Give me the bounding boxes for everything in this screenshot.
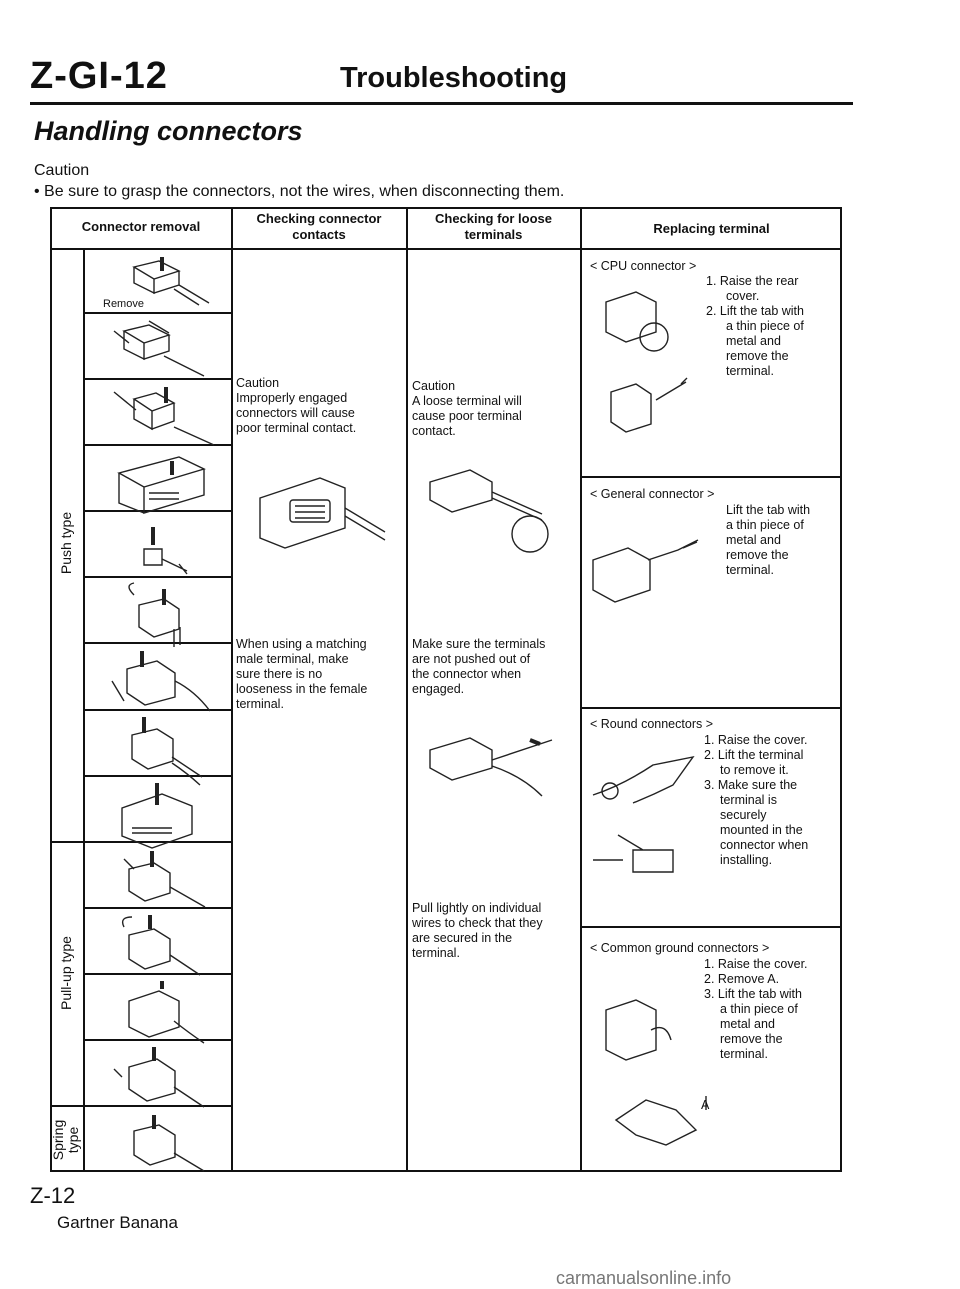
text-line: Make sure the terminals xyxy=(412,637,546,651)
removal-illus-10 xyxy=(124,851,205,907)
round-title: < Round connectors > xyxy=(590,717,713,731)
col-divider-1 xyxy=(231,207,233,1172)
removal-illus-5 xyxy=(144,527,187,574)
text-line: terminal. xyxy=(726,364,774,378)
removal-illus-9 xyxy=(122,783,192,848)
text-line: remove the xyxy=(720,1032,783,1046)
header-checking-loose xyxy=(407,211,580,243)
cpu-general-divider xyxy=(580,476,842,478)
text-line: the connector when xyxy=(412,667,522,681)
text-line: Lift the tab with xyxy=(726,503,811,517)
round-steps xyxy=(704,733,808,868)
text-line: metal and xyxy=(726,533,781,547)
header-line: contacts xyxy=(292,227,346,242)
text-line: contact. xyxy=(412,424,456,438)
header-rule xyxy=(30,102,853,105)
text-line: 3. Lift the tab with xyxy=(704,987,802,1001)
removal-illus-7 xyxy=(112,651,210,711)
removal-illus-2 xyxy=(114,321,204,376)
text-line: 2. Lift the tab with xyxy=(706,304,804,318)
removal-illus-6 xyxy=(129,583,180,647)
watermark: carmanualsonline.info xyxy=(556,1268,732,1288)
loose-wire-illustration xyxy=(420,730,570,810)
page-header: Troubleshooting xyxy=(340,62,568,94)
remove-label: Remove xyxy=(103,298,144,310)
row-label-spring xyxy=(51,1112,81,1168)
loose-caution xyxy=(412,379,522,439)
row-label-push: Push type xyxy=(58,511,74,575)
text-line: terminal. xyxy=(412,946,460,960)
row-label-line: type xyxy=(65,1126,81,1154)
section-title: Handling connectors xyxy=(34,116,303,146)
source-label: Gartner Banana xyxy=(57,1213,178,1232)
text-line: 1. Raise the cover. xyxy=(704,957,808,971)
text-line: Pull lightly on individual xyxy=(412,901,542,915)
text-line: connectors will cause xyxy=(236,406,355,420)
loose-note-1 xyxy=(412,637,545,697)
col-divider-3 xyxy=(580,207,582,1172)
text-line: sure there is no xyxy=(236,667,323,681)
removal-illus-12 xyxy=(129,981,204,1043)
caution-label: Caution xyxy=(34,162,90,179)
text-line: poor terminal contact. xyxy=(236,421,357,435)
text-line: terminal is xyxy=(720,793,777,807)
text-line: metal and xyxy=(720,1017,775,1031)
loose-connector-illustration xyxy=(420,462,570,562)
text-line: When using a matching xyxy=(236,637,367,651)
caution-bullet: • Be sure to grasp the connectors, not the wires, when disconnecting them. xyxy=(34,183,565,200)
text-line: 1. Raise the rear xyxy=(706,274,799,288)
removal-illus-14 xyxy=(134,1115,204,1171)
cpu-steps xyxy=(706,274,804,379)
contacts-connector-illustration xyxy=(250,468,400,568)
text-line: remove the xyxy=(726,548,789,562)
loose-note-2 xyxy=(412,901,543,961)
text-line: to remove it. xyxy=(720,763,789,777)
header-line: Checking for loose xyxy=(434,211,553,226)
text-line: a thin piece of xyxy=(720,1002,798,1016)
text-line: 3. Make sure the xyxy=(704,778,798,792)
round-ground-divider xyxy=(580,926,842,928)
text-line: cause poor terminal xyxy=(412,409,522,423)
text-line: securely xyxy=(720,808,767,822)
text-line: 1. Raise the cover. xyxy=(704,733,808,747)
page-code: Z-GI-12 xyxy=(30,55,168,97)
text-line: Improperly engaged xyxy=(236,391,348,405)
header-line: Checking connector xyxy=(256,211,382,226)
row-label-line: Spring xyxy=(50,1119,66,1161)
ground-title: < Common ground connectors > xyxy=(590,941,770,955)
cpu-title: < CPU connector > xyxy=(590,259,697,273)
removal-illus-8 xyxy=(132,717,202,785)
connector-removal-illustrations xyxy=(84,249,230,1172)
text-line: looseness in the female xyxy=(236,682,368,696)
text-line: cover. xyxy=(726,289,760,303)
cpu-connector-illustration xyxy=(596,282,706,452)
text-line: engaged. xyxy=(412,682,465,696)
removal-illus-1 xyxy=(134,257,209,305)
text-line: remove the xyxy=(726,349,789,363)
header-line: terminals xyxy=(464,227,523,242)
text-line: terminal. xyxy=(236,697,284,711)
text-line: are not pushed out of xyxy=(412,652,531,666)
text-line: terminal. xyxy=(720,1047,768,1061)
removal-illus-3 xyxy=(114,387,214,445)
page-number: Z-12 xyxy=(30,1183,76,1208)
removal-illus-13 xyxy=(114,1047,204,1107)
header-connector-removal: Connector removal xyxy=(81,219,201,234)
contacts-note xyxy=(236,637,367,712)
removal-illus-11 xyxy=(123,915,200,975)
row-label-pull: Pull-up type xyxy=(58,936,74,1010)
text-line: Caution xyxy=(236,376,280,390)
text-line: are secured in the xyxy=(412,931,513,945)
col-divider-2 xyxy=(406,207,408,1172)
header-checking-contacts xyxy=(232,211,406,243)
general-round-divider xyxy=(580,707,842,709)
text-line: connector when xyxy=(720,838,809,852)
text-line: mounted in the xyxy=(720,823,803,837)
text-line: a thin piece of xyxy=(726,319,804,333)
text-line: terminal. xyxy=(726,563,774,577)
ground-connector-illustration xyxy=(596,980,746,1160)
text-line: a thin piece of xyxy=(726,518,804,532)
text-line: A loose terminal will xyxy=(412,394,522,408)
text-line: wires to check that they xyxy=(412,916,543,930)
general-connector-illustration xyxy=(588,520,728,610)
text-line: 2. Lift the terminal xyxy=(704,748,804,762)
contacts-caution xyxy=(236,376,356,436)
header-replacing: Replacing terminal xyxy=(653,221,770,236)
text-line: male terminal, make xyxy=(236,652,349,666)
general-steps xyxy=(726,503,810,578)
text-line: Caution xyxy=(412,379,456,393)
ground-label-a: A xyxy=(701,1098,710,1112)
text-line: 2. Remove A. xyxy=(704,972,780,986)
text-line: metal and xyxy=(726,334,781,348)
round-connector-illustration xyxy=(588,755,708,885)
removal-illus-4 xyxy=(119,457,204,513)
text-line: installing. xyxy=(720,853,773,867)
general-title: < General connector > xyxy=(590,487,715,501)
